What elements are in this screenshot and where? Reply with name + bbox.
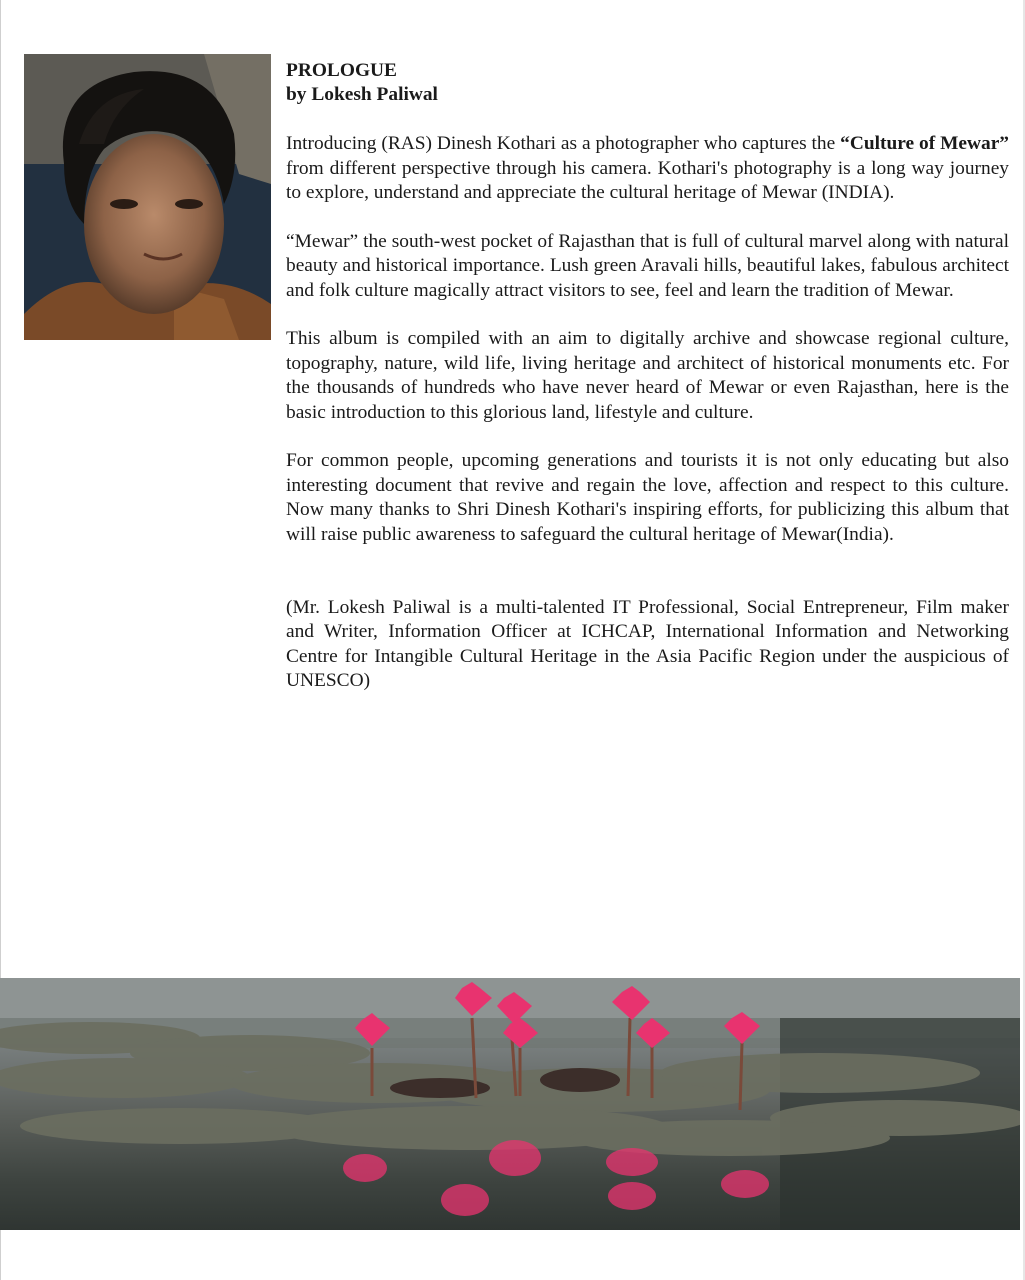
prologue-text <box>286 59 1009 718</box>
paragraph-intro-start: Introducing (RAS) Dinesh Kothari as a photographer who captures the <box>286 133 841 155</box>
lotus-photo-icon <box>0 978 1020 1230</box>
author-bio: (Mr. Lokesh Paliwal is a multi-talented IT Professional, Social Entrepreneur, Film maker and Writer, Information Officer at ICHCAP, International Information and Networking Centre for Intangible Cultural Heritage in the Asia Pacific Region under the auspicious of UNESCO) <box>286 596 1009 692</box>
author-byline: by Lokesh Paliwal <box>286 84 438 106</box>
paragraph-mewar: “Mewar” the south-west pocket of Rajasthan that is full of cultural marvel along with natural beauty and historical importance. Lush green Aravali hills, beautiful lakes, fabulous architect and folk culture magically attract visitors to see, feel and learn the tradition of Mewar. <box>286 230 1009 301</box>
lotus-banner-photo <box>0 978 1020 1230</box>
paragraph-intro-end: from different perspective through his camera. Kothari's photography is a long way journey to explore, understand and appreciate the cultural heritage of Mewar (INDIA). <box>286 157 1009 204</box>
author-portrait <box>24 54 271 340</box>
paragraph-intro <box>286 132 1009 205</box>
portrait-photo-icon <box>24 54 271 340</box>
culture-of-mewar-phrase: “Culture of Mewar” <box>840 133 1010 155</box>
paragraph-common-people: For common people, upcoming generations and tourists it is not only educating but also interesting document that revive and regain the love, affection and respect to this culture. Now many thanks to Shri Dinesh Kothari's inspiring efforts, for publicizing this album that will raise public awareness to safeguard the cultural heritage of Mewar(India). <box>286 450 1009 545</box>
page-title: PROLOGUE <box>286 60 397 81</box>
paragraph-album: This album is compiled with an aim to digitally archive and showcase regional culture, topography, nature, wild life, living heritage and architect of historical monuments etc. For the thousands of hundreds who have never heard of Mewar or even Rajasthan, here is the basic introduction to this glorious land, lifestyle and culture. <box>286 328 1009 423</box>
